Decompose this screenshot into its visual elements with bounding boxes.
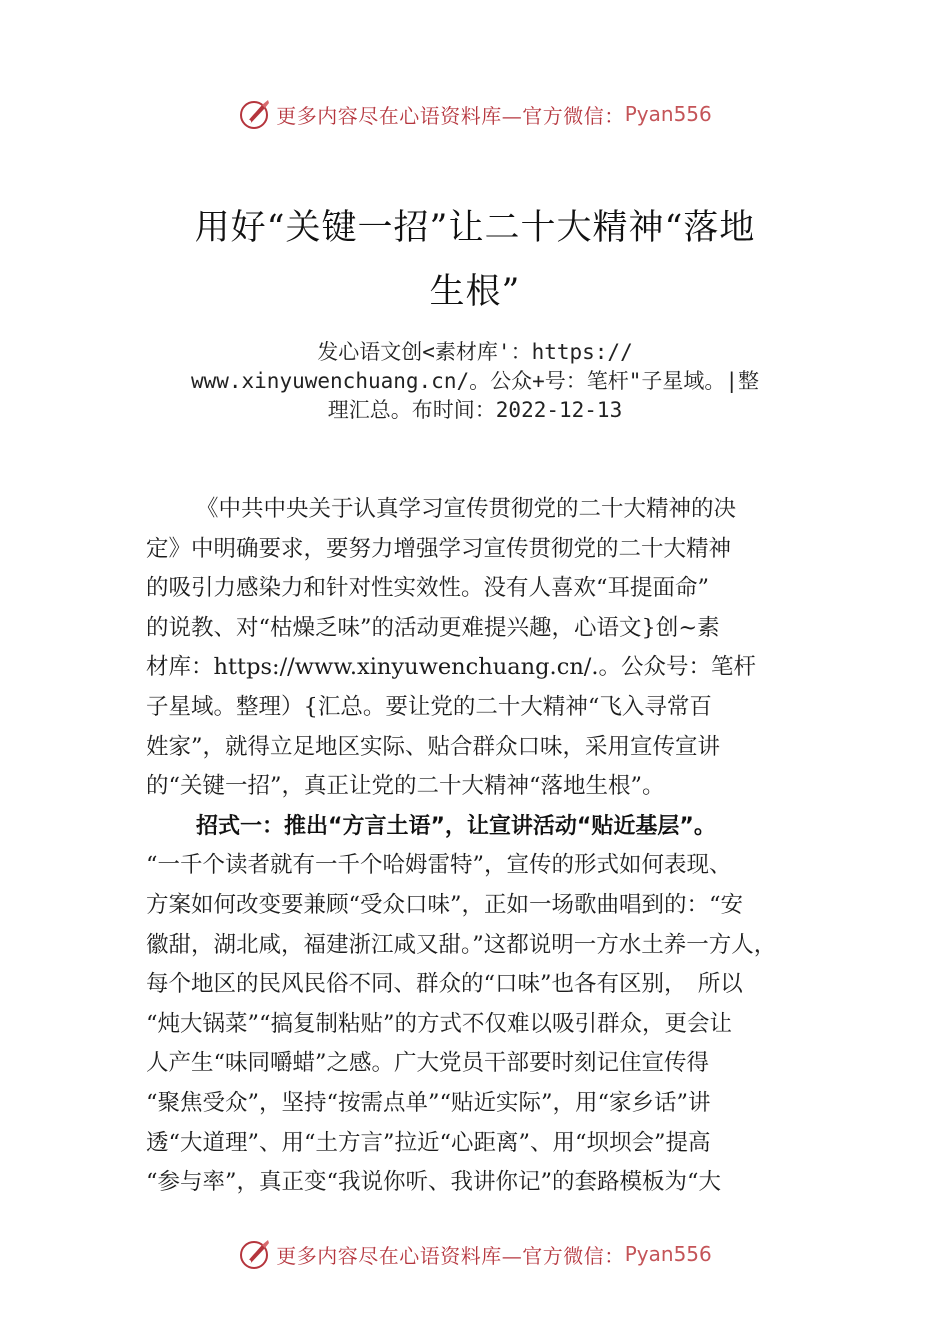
body-line: 的说教、对“枯燥乏味”的活动更难提兴趣，心语文}创~素 (146, 614, 720, 641)
title-line-1: 用好“关键一招”让二十大精神“落地 (194, 208, 756, 248)
banner-wechat-id: Pyan556 (624, 1242, 712, 1266)
body-line: 透“大道理”、用“土方言”拉近“心距离”、用“坝坝会”提高 (146, 1129, 711, 1156)
banner-text: 更多内容尽在心语资料库—官方微信： (276, 103, 625, 128)
footer-banner (0, 1234, 950, 1274)
body-line: “聚焦受众”，坚持“按需点单”“贴近实际”，用“家乡话”讲 (146, 1089, 711, 1116)
body-line: 姓家”，就得立足地区实际、贴合群众口味，采用宣传宣讲 (146, 733, 721, 760)
body-line: 每个地区的民风民俗不同、群众的“口味”也各有区别， 所以 (146, 971, 743, 998)
body-line: 方案如何改变要兼顾“受众口味”，正如一场歌曲唱到的：“安 (146, 891, 744, 918)
meta-line-1: 发心语文创<素材库'：https:// (317, 340, 633, 364)
section-heading: 招式一：推出“方言土语”，让宣讲活动“贴近基层”。 (196, 813, 716, 839)
banner-wechat-id: Pyan556 (624, 102, 712, 126)
meta-line-2: www.xinyuwenchuang.cn/。公众+号：笔杆"子星域。|整 (190, 369, 760, 393)
body-line: 人产生“味同嚼蜡”之感。广大党员干部要时刻记住宣传得 (146, 1050, 710, 1077)
body-line: 《中共中央关于认真学习宣传贯彻党的二十大精神的决 (196, 496, 737, 522)
body-line: “炖大锅菜”“搞复制粘贴”的方式不仅难以吸引群众，更会让 (146, 1010, 733, 1037)
body-line: “参与率”，真正变“我说你听、我讲你记”的套路模板为“大 (146, 1169, 722, 1196)
body-line: “一千个读者就有一千个哈姆雷特”，宣传的形式如何表现、 (146, 852, 732, 879)
body-line: 的“关键一招”，真正让党的二十大精神“落地生根”。 (146, 773, 665, 800)
body-line: 定》中明确要求，要努力增强学习宣传贯彻党的二十大精神 (146, 535, 732, 562)
banner-text: 更多内容尽在心语资料库—官方微信： (276, 1243, 625, 1268)
document-title (140, 196, 810, 324)
source-meta (130, 338, 820, 425)
body-line: 的吸引力感染力和针对性实效性。没有人喜欢“耳提面命” (146, 575, 710, 602)
header-banner (0, 94, 950, 134)
meta-line-3: 理汇总。布时间：2022-12-13 (327, 398, 623, 422)
quill-pen-logo-icon (238, 1237, 272, 1271)
quill-pen-logo-icon (238, 97, 272, 131)
body-line: 徽甜，湖北咸，福建浙江咸又甜。”这都说明一方水土养一方人， (146, 931, 777, 958)
body-line: 子星域。整理）{汇总。要让党的二十大精神“飞入寻常百 (146, 693, 712, 720)
article-body (146, 490, 816, 1203)
title-line-2: 生根” (429, 272, 521, 312)
body-line: 材库：https://www.xinyuwenchuang.cn/.。公众号：笔杆 (146, 654, 757, 681)
